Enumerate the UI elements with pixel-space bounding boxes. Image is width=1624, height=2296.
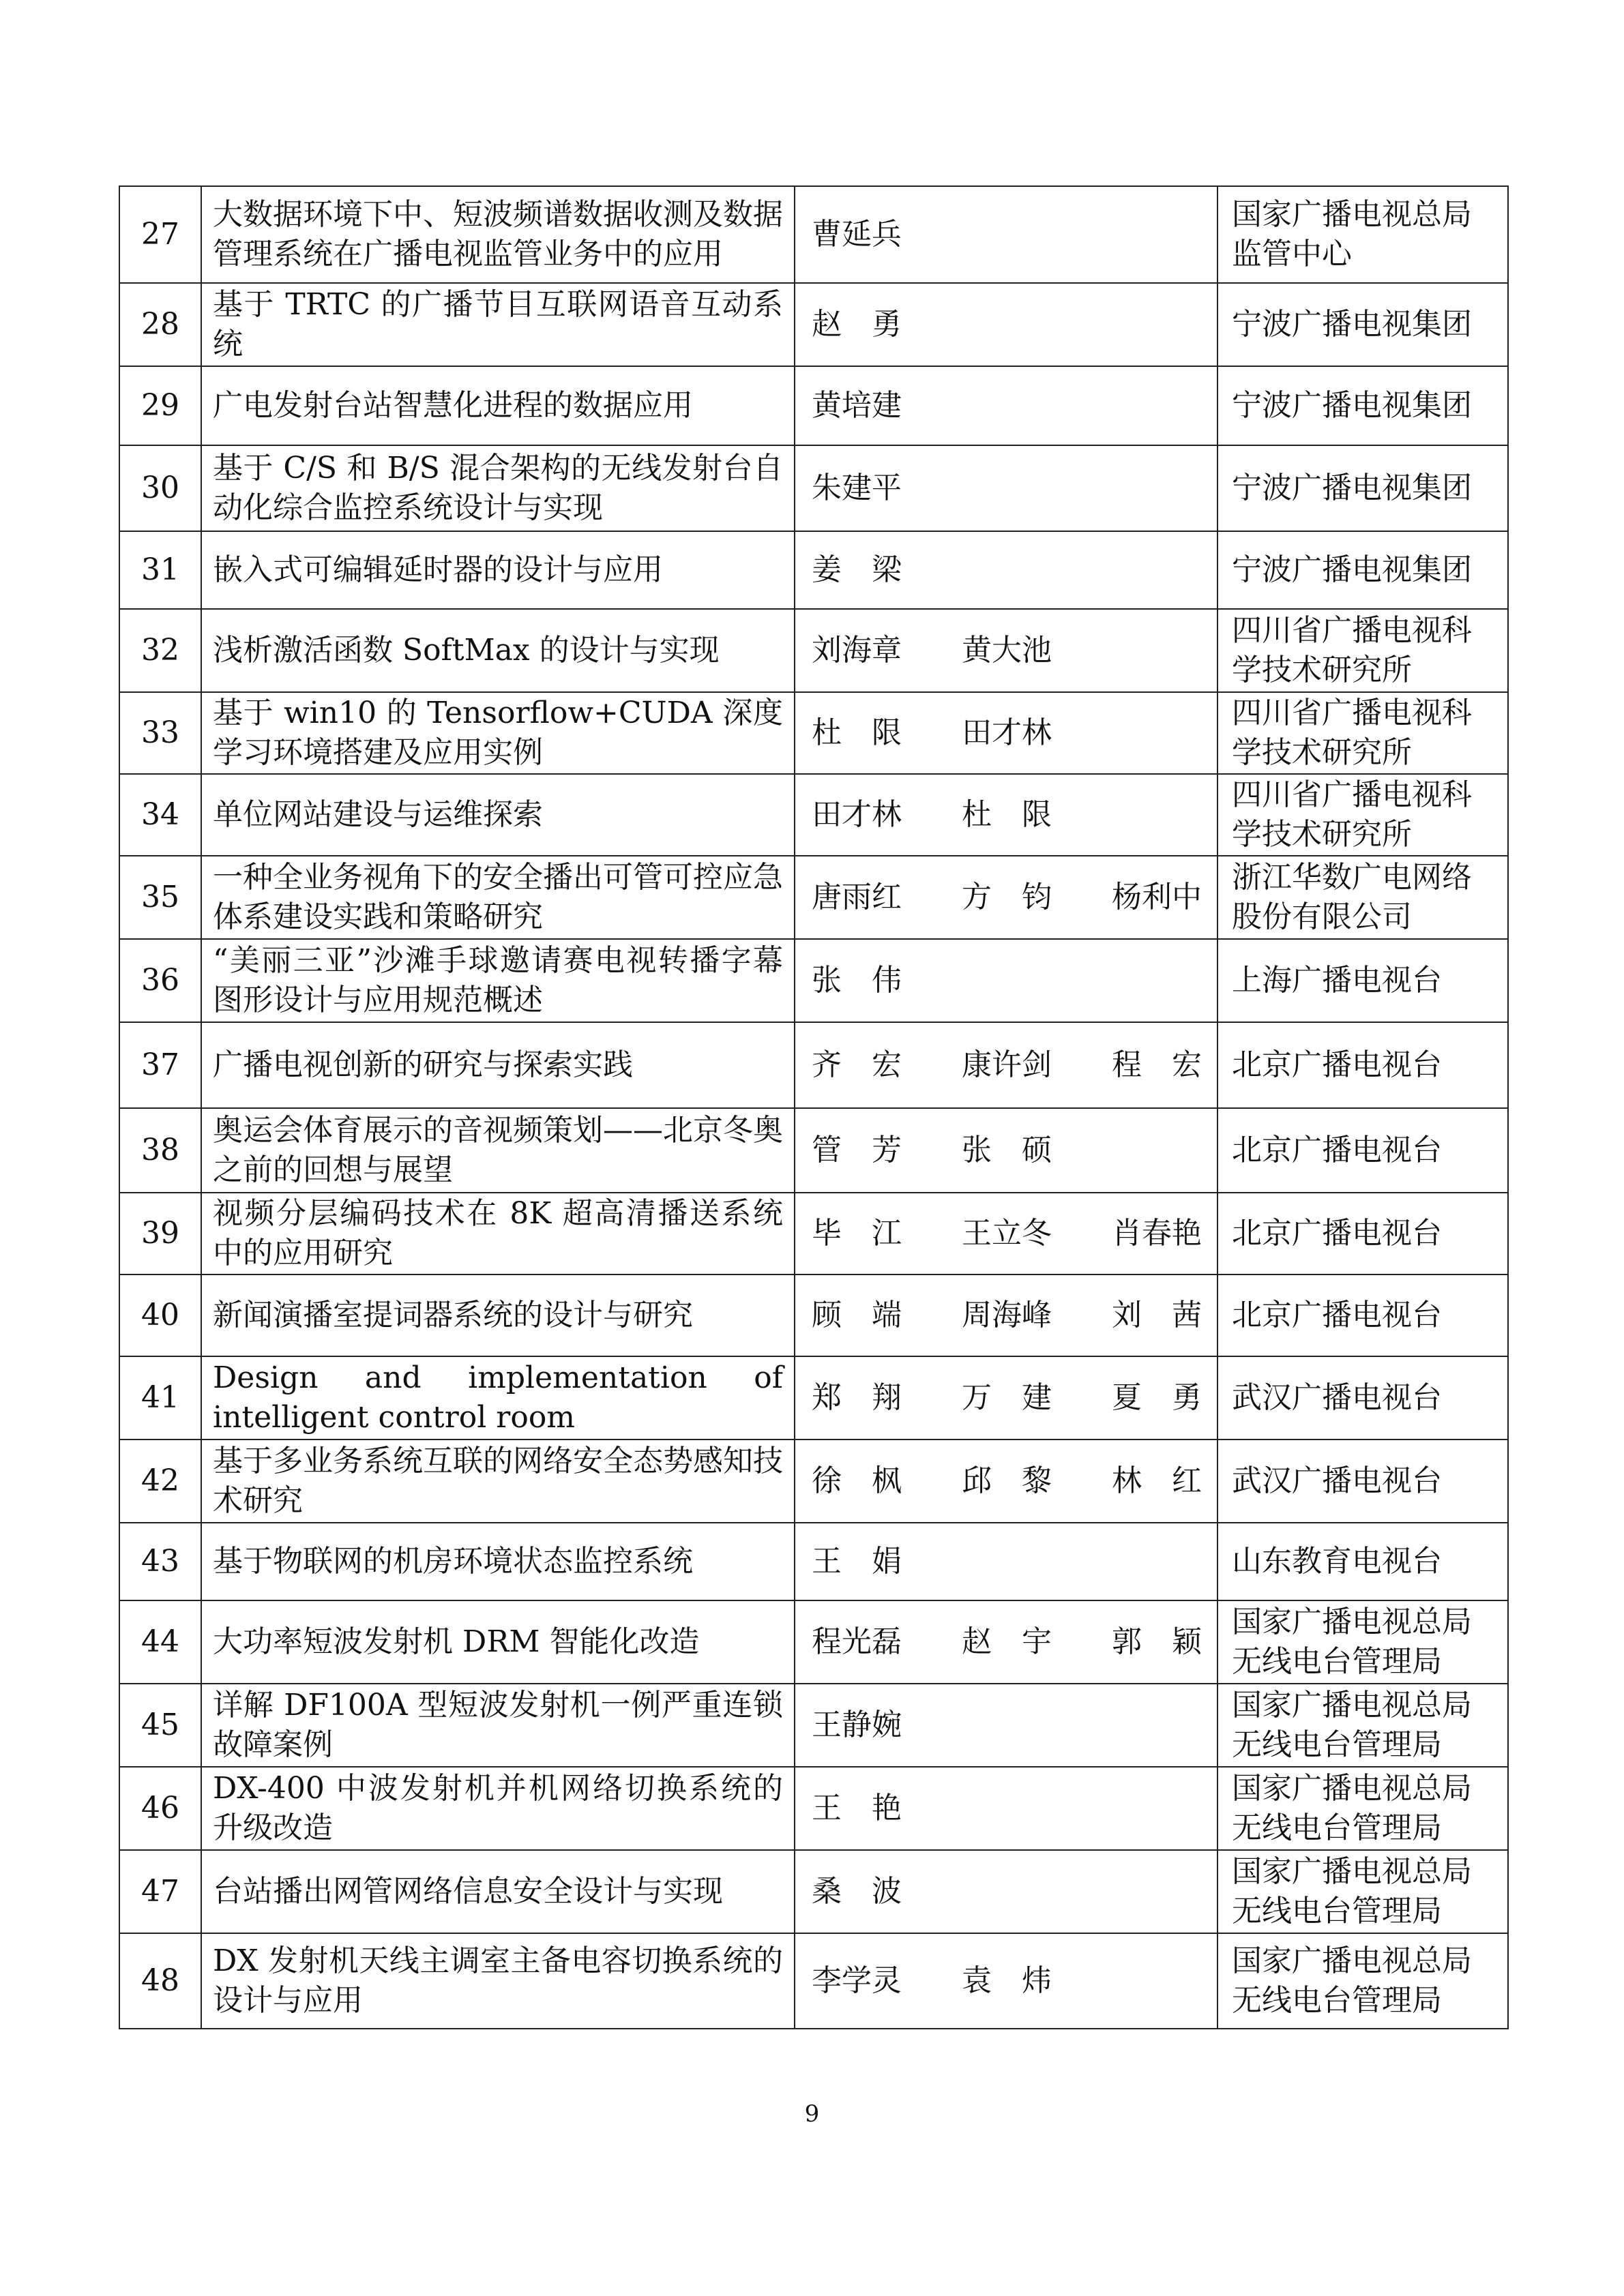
paper-list-table	[119, 185, 1509, 2029]
row-number: 45	[119, 1684, 201, 1767]
paper-title: 新闻演播室提词器系统的设计与研究	[201, 1274, 795, 1356]
row-number: 47	[119, 1850, 201, 1933]
paper-title: DX 发射机天线主调室主备电容切换系统的设计与应用	[201, 1933, 795, 2029]
paper-title: Design and implementation of intelligent control room	[201, 1356, 795, 1440]
paper-organization: 武汉广播电视台	[1217, 1356, 1508, 1440]
row-number: 40	[119, 1274, 201, 1356]
row-number: 34	[119, 774, 201, 856]
paper-authors: 唐雨红 方 钧 杨利中	[795, 856, 1217, 939]
paper-title: 广电发射台站智慧化进程的数据应用	[201, 366, 795, 445]
paper-organization: 宁波广播电视集团	[1217, 283, 1508, 366]
table-row	[119, 609, 1508, 692]
row-number: 31	[119, 531, 201, 609]
page-number: 9	[804, 2100, 820, 2128]
table-row	[119, 939, 1508, 1022]
paper-authors: 毕 江 王立冬 肖春艳	[795, 1193, 1217, 1274]
paper-authors: 桑 波	[795, 1850, 1217, 1933]
row-number: 30	[119, 445, 201, 531]
table-row	[119, 1600, 1508, 1684]
paper-title: 大数据环境下中、短波频谱数据收测及数据管理系统在广播电视监管业务中的应用	[201, 186, 795, 283]
row-number: 35	[119, 856, 201, 939]
table-row	[119, 1850, 1508, 1933]
table-row	[119, 1684, 1508, 1767]
row-number: 36	[119, 939, 201, 1022]
paper-authors: 王 艳	[795, 1767, 1217, 1850]
paper-authors: 李学灵 袁 炜	[795, 1933, 1217, 2029]
paper-title: 基于 win10 的 Tensorflow+CUDA 深度学习环境搭建及应用实例	[201, 692, 795, 774]
paper-organization: 国家广播电视总局无线电台管理局	[1217, 1850, 1508, 1933]
paper-organization: 北京广播电视台	[1217, 1108, 1508, 1193]
paper-title: 基于 TRTC 的广播节目互联网语音互动系统	[201, 283, 795, 366]
paper-authors: 刘海章 黄大池	[795, 609, 1217, 692]
paper-authors: 王 娟	[795, 1523, 1217, 1600]
paper-organization: 宁波广播电视集团	[1217, 531, 1508, 609]
paper-organization: 浙江华数广电网络股份有限公司	[1217, 856, 1508, 939]
paper-authors: 杜 限 田才林	[795, 692, 1217, 774]
paper-authors: 管 芳 张 硕	[795, 1108, 1217, 1193]
paper-organization: 四川省广播电视科学技术研究所	[1217, 609, 1508, 692]
row-number: 32	[119, 609, 201, 692]
paper-organization: 国家广播电视总局无线电台管理局	[1217, 1767, 1508, 1850]
table-row	[119, 1523, 1508, 1600]
paper-authors: 黄培建	[795, 366, 1217, 445]
paper-authors: 姜 梁	[795, 531, 1217, 609]
paper-title: 嵌入式可编辑延时器的设计与应用	[201, 531, 795, 609]
row-number: 39	[119, 1193, 201, 1274]
paper-title: 视频分层编码技术在 8K 超高清播送系统中的应用研究	[201, 1193, 795, 1274]
paper-organization: 国家广播电视总局无线电台管理局	[1217, 1600, 1508, 1684]
row-number: 29	[119, 366, 201, 445]
row-number: 42	[119, 1440, 201, 1523]
row-number: 28	[119, 283, 201, 366]
paper-organization: 北京广播电视台	[1217, 1274, 1508, 1356]
paper-title: 基于多业务系统互联的网络安全态势感知技术研究	[201, 1440, 795, 1523]
table-row	[119, 1022, 1508, 1108]
row-number: 44	[119, 1600, 201, 1684]
paper-organization: 武汉广播电视台	[1217, 1440, 1508, 1523]
paper-title: 广播电视创新的研究与探索实践	[201, 1022, 795, 1108]
paper-organization: 山东教育电视台	[1217, 1523, 1508, 1600]
paper-organization: 上海广播电视台	[1217, 939, 1508, 1022]
table-row	[119, 856, 1508, 939]
paper-organization: 北京广播电视台	[1217, 1022, 1508, 1108]
table-row	[119, 445, 1508, 531]
table-row	[119, 186, 1508, 283]
row-number: 43	[119, 1523, 201, 1600]
paper-organization: 国家广播电视总局监管中心	[1217, 186, 1508, 283]
paper-title: “美丽三亚”沙滩手球邀请赛电视转播字幕图形设计与应用规范概述	[201, 939, 795, 1022]
paper-authors: 顾 端 周海峰 刘 茜	[795, 1274, 1217, 1356]
row-number: 48	[119, 1933, 201, 2029]
table-row	[119, 1108, 1508, 1193]
row-number: 38	[119, 1108, 201, 1193]
table-row	[119, 531, 1508, 609]
table-row	[119, 1193, 1508, 1274]
paper-authors: 赵 勇	[795, 283, 1217, 366]
paper-authors: 王静婉	[795, 1684, 1217, 1767]
paper-authors: 徐 枫 邱 黎 林 红	[795, 1440, 1217, 1523]
paper-authors: 程光磊 赵 宇 郭 颖	[795, 1600, 1217, 1684]
paper-title: 浅析激活函数 SoftMax 的设计与实现	[201, 609, 795, 692]
paper-organization: 四川省广播电视科学技术研究所	[1217, 774, 1508, 856]
paper-authors: 郑 翔 万 建 夏 勇	[795, 1356, 1217, 1440]
paper-title: 单位网站建设与运维探索	[201, 774, 795, 856]
paper-authors: 张 伟	[795, 939, 1217, 1022]
table-row	[119, 692, 1508, 774]
row-number: 41	[119, 1356, 201, 1440]
table-row	[119, 1274, 1508, 1356]
row-number: 46	[119, 1767, 201, 1850]
paper-title: 详解 DF100A 型短波发射机一例严重连锁故障案例	[201, 1684, 795, 1767]
row-number: 27	[119, 186, 201, 283]
table-row	[119, 1933, 1508, 2029]
paper-organization: 国家广播电视总局无线电台管理局	[1217, 1933, 1508, 2029]
paper-organization: 宁波广播电视集团	[1217, 445, 1508, 531]
table-body	[119, 186, 1508, 2029]
row-number: 33	[119, 692, 201, 774]
paper-title: 大功率短波发射机 DRM 智能化改造	[201, 1600, 795, 1684]
table-row	[119, 283, 1508, 366]
paper-title: 台站播出网管网络信息安全设计与实现	[201, 1850, 795, 1933]
paper-title: 一种全业务视角下的安全播出可管可控应急体系建设实践和策略研究	[201, 856, 795, 939]
paper-organization: 北京广播电视台	[1217, 1193, 1508, 1274]
paper-organization: 国家广播电视总局无线电台管理局	[1217, 1684, 1508, 1767]
table-row	[119, 366, 1508, 445]
paper-authors: 齐 宏 康许剑 程 宏	[795, 1022, 1217, 1108]
paper-organization: 宁波广播电视集团	[1217, 366, 1508, 445]
row-number: 37	[119, 1022, 201, 1108]
paper-authors: 曹延兵	[795, 186, 1217, 283]
paper-title: 基于 C/S 和 B/S 混合架构的无线发射台自动化综合监控系统设计与实现	[201, 445, 795, 531]
paper-authors: 朱建平	[795, 445, 1217, 531]
table-row	[119, 1767, 1508, 1850]
table-row	[119, 774, 1508, 856]
paper-organization: 四川省广播电视科学技术研究所	[1217, 692, 1508, 774]
paper-title: 基于物联网的机房环境状态监控系统	[201, 1523, 795, 1600]
table-row	[119, 1440, 1508, 1523]
paper-title: DX-400 中波发射机并机网络切换系统的升级改造	[201, 1767, 795, 1850]
paper-authors: 田才林 杜 限	[795, 774, 1217, 856]
table-row	[119, 1356, 1508, 1440]
paper-title: 奥运会体育展示的音视频策划——北京冬奥之前的回想与展望	[201, 1108, 795, 1193]
